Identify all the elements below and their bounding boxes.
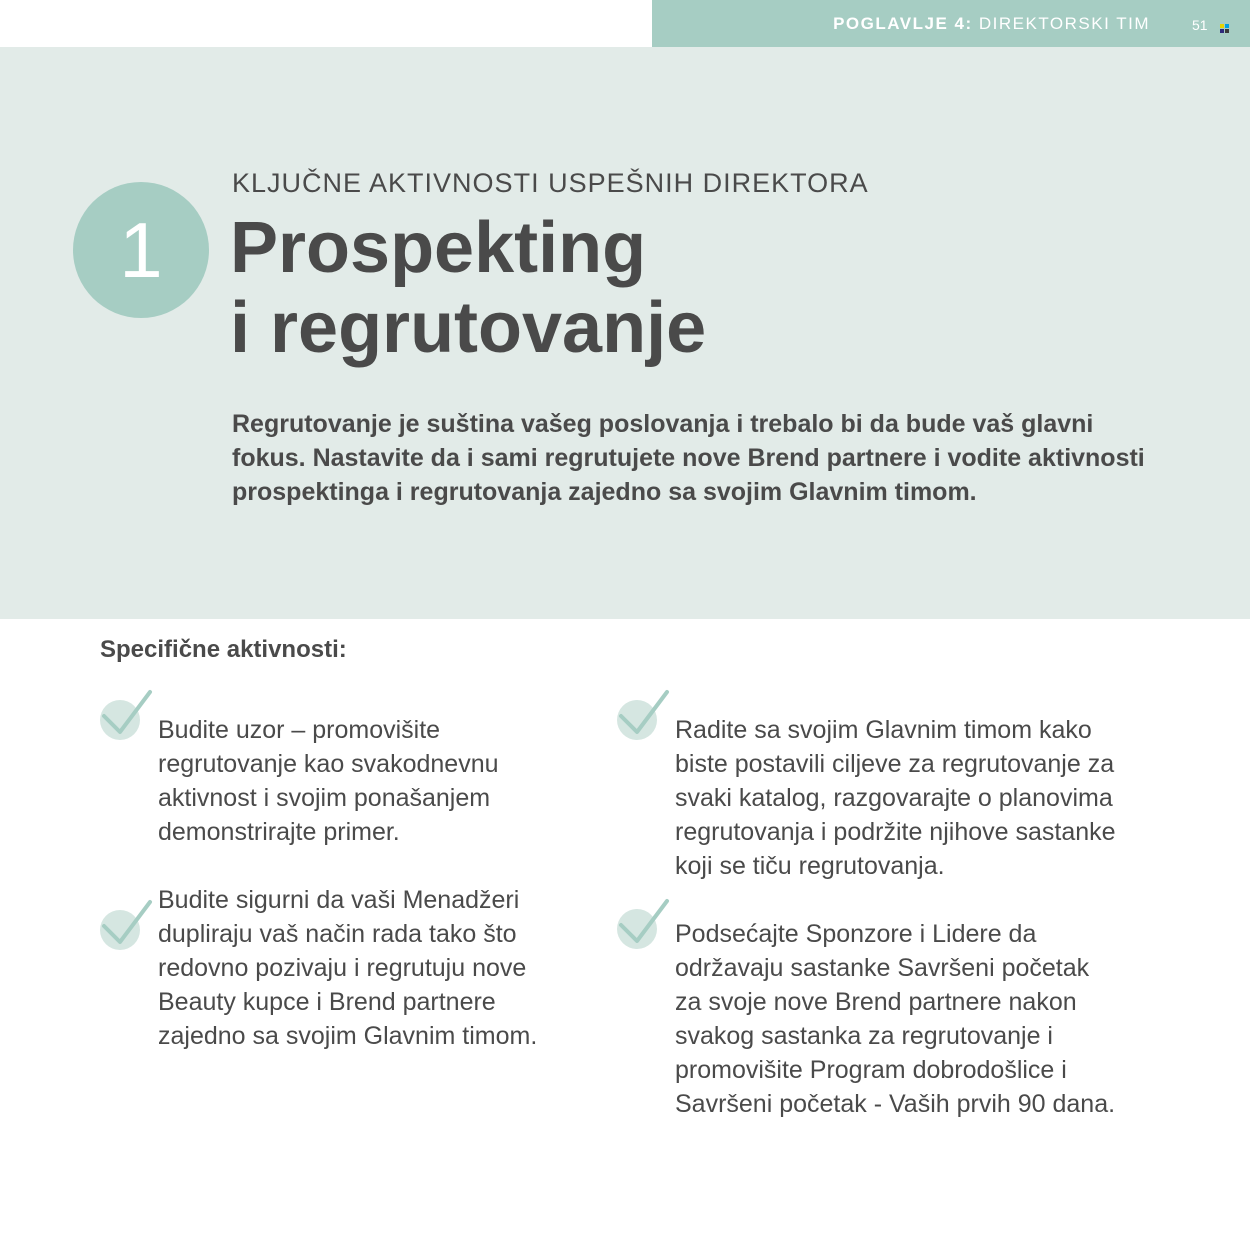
page-title bbox=[230, 208, 706, 368]
activity-text: Budite sigurni da vaši Menadžeri dupliraju vaš način rada tako što redovno pozivaju i regrutuju nove Beauty kupce i Brend partnere zajedno sa svojim Glavnim timom. bbox=[158, 886, 538, 1050]
activity-text: Radite sa svojim Glavnim timom kako biste postavili ciljeve za regrutovanje za svaki katalog, razgovarajte o planovima regrutovanja i podržite njihove sastanke koji se tiču regrutovanja. bbox=[675, 716, 1116, 880]
title-line: i regrutovanje bbox=[230, 288, 707, 368]
activity-text: Budite uzor – promovišite regrutovanje kao svakodnevnu aktivnost i svojim ponašanjem demonstrirajte primer. bbox=[158, 716, 499, 846]
section-number-badge: 1 bbox=[73, 182, 209, 318]
checkmark-icon bbox=[100, 688, 156, 744]
page-number: 51 bbox=[1192, 17, 1208, 33]
checkmark-icon bbox=[100, 898, 156, 954]
activity-text: Podsećajte Sponzore i Lidere da održavaju sastanke Savršeni početak za svoje nove Brend partnere nakon svakog sastanka za regrutovanje i promovišite Program dobrodošlice i Savršeni početak - Vaših prvih 90 dana. bbox=[675, 920, 1116, 1118]
checkmark-icon bbox=[617, 688, 673, 744]
checkmark-icon bbox=[617, 897, 673, 953]
color-registration-icon bbox=[1220, 24, 1230, 34]
activities-heading: Specifične aktivnosti: bbox=[100, 636, 347, 663]
title-line: Prospekting bbox=[230, 208, 647, 288]
chapter-title: POGLAVLJE 4: DIREKTORSKI TIM bbox=[833, 14, 1150, 33]
section-kicker: KLJUČNE AKTIVNOSTI USPEŠNIH DIREKTORA bbox=[232, 168, 869, 198]
intro-paragraph: Regrutovanje je suština vašeg poslovanja i trebalo bi da bude vaš glavni fokus. Nastavite da i sami regrutujete nove Brend partnere i vodite aktivnosti prospektinga i regrutovanja zajedno sa svojim Glavnim timom. bbox=[232, 410, 1145, 506]
chapter-header-bar bbox=[652, 0, 1250, 47]
